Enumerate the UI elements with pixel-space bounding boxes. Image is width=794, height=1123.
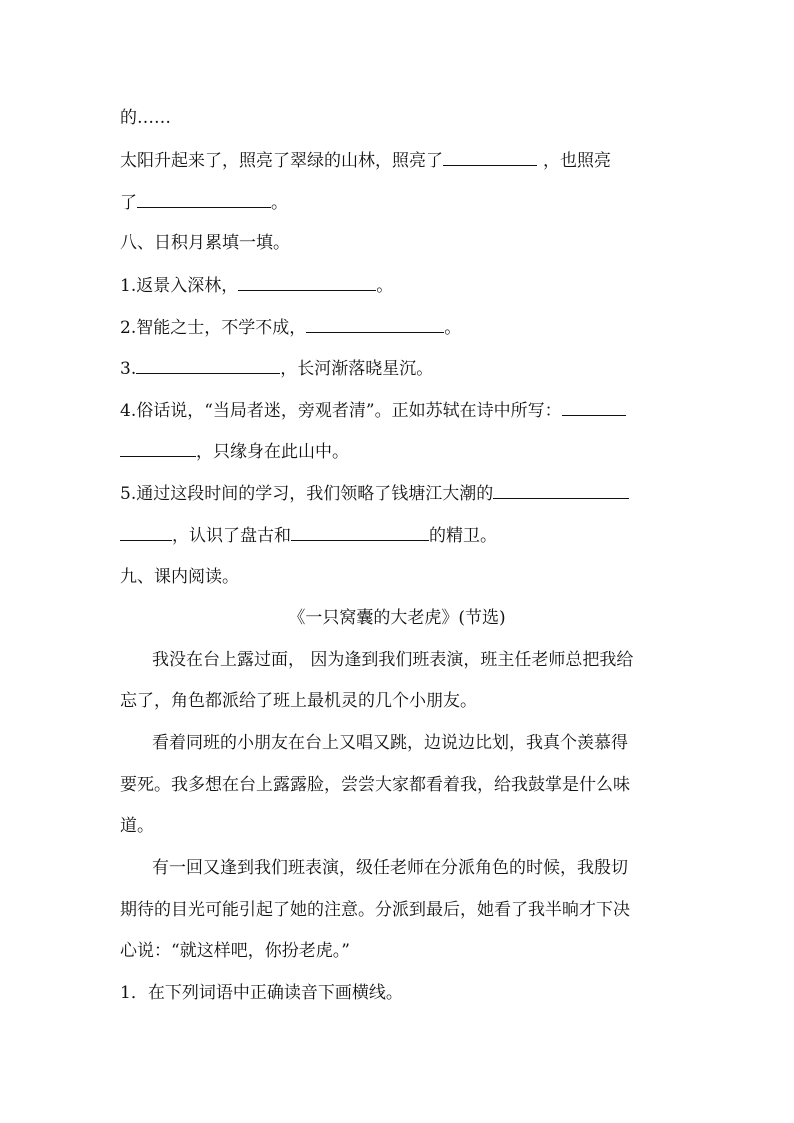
question-4 [120,399,626,422]
text: 《一只窝囊的大老虎》(节选) [288,608,506,628]
text: ，长河渐落晓星沉。 [280,359,434,379]
paragraph-1-line [120,690,477,712]
paragraph-2-line [120,815,154,837]
text: 2.智能之士，不学不成， [120,318,307,338]
text: ，只缘身在此山中。 [196,442,349,462]
text: 的精卫。 [429,526,497,546]
section-heading-9 [120,566,239,588]
paragraph-3-line [120,899,630,921]
fill-blank[interactable] [306,316,444,333]
question-4-continued [120,440,349,463]
question-5 [120,482,629,505]
question-2 [120,316,461,339]
text-line-with-blank [120,149,611,172]
text: 期待的目光可能引起了她的注意。分派到最后，她看了我半晌才下决 [120,900,630,920]
reading-question-1 [120,982,403,1004]
paragraph-2-line [120,774,630,796]
paragraph-3-line [152,857,628,879]
text: ，也照亮 [543,151,611,171]
fill-blank[interactable] [443,149,537,166]
paragraph-3-line [120,940,350,962]
text: 看着同班的小朋友在台上又唱又跳，边说边比划，我真个羡慕得 [152,733,628,753]
text: 了 [120,193,137,213]
text: 的…… [120,108,171,128]
text: 3. [120,359,137,379]
text: 。 [376,276,394,296]
reading-title [0,607,794,629]
fill-blank[interactable] [120,524,172,541]
text-line [120,107,171,129]
text: 有一回又逢到我们班表演，级任老师在分派角色的时候，我殷切 [152,858,628,878]
paragraph-1-line [152,649,633,671]
text: 5.通过这段时间的学习，我们领略了钱塘江大潮的 [120,484,494,504]
text: 我没在台上露过面， 因为逢到我们班表演，班主任老师总把我给 [152,650,634,670]
fill-blank[interactable] [291,524,429,541]
question-1 [120,274,393,297]
text-line-with-blank [120,191,288,214]
fill-blank[interactable] [562,399,626,416]
text: 九、课内阅读。 [120,567,239,587]
text: 太阳升起来了，照亮了翠绿的山林，照亮了 [120,151,443,171]
text: 八、日积月累填一填。 [120,233,290,253]
text: 。 [271,193,288,213]
fill-blank[interactable] [493,482,629,499]
question-5-continued [120,524,497,547]
fill-blank[interactable] [136,357,280,374]
section-heading-8 [120,232,290,254]
text: 要死。我多想在台上露露脸，尝尝大家都看着我，给我鼓掌是什么味 [120,775,630,795]
text: 道。 [120,816,154,836]
text: 1.返景入深林， [120,276,239,296]
fill-blank[interactable] [137,191,271,208]
text: ，认识了盘古和 [172,526,291,546]
text: 心说：“就这样吧，你扮老虎。” [120,941,350,961]
text: 。 [444,318,462,338]
question-3 [120,357,433,380]
fill-blank[interactable] [120,440,196,457]
paragraph-2-line [152,732,628,754]
text: 忘了，角色都派给了班上最机灵的几个小朋友。 [120,691,477,711]
fill-blank[interactable] [238,274,376,291]
text: 4.俗话说，“当局者迷，旁观者清”。正如苏轼在诗中所写： [120,401,562,421]
text: 1．在下列词语中正确读音下画横线。 [120,983,403,1003]
